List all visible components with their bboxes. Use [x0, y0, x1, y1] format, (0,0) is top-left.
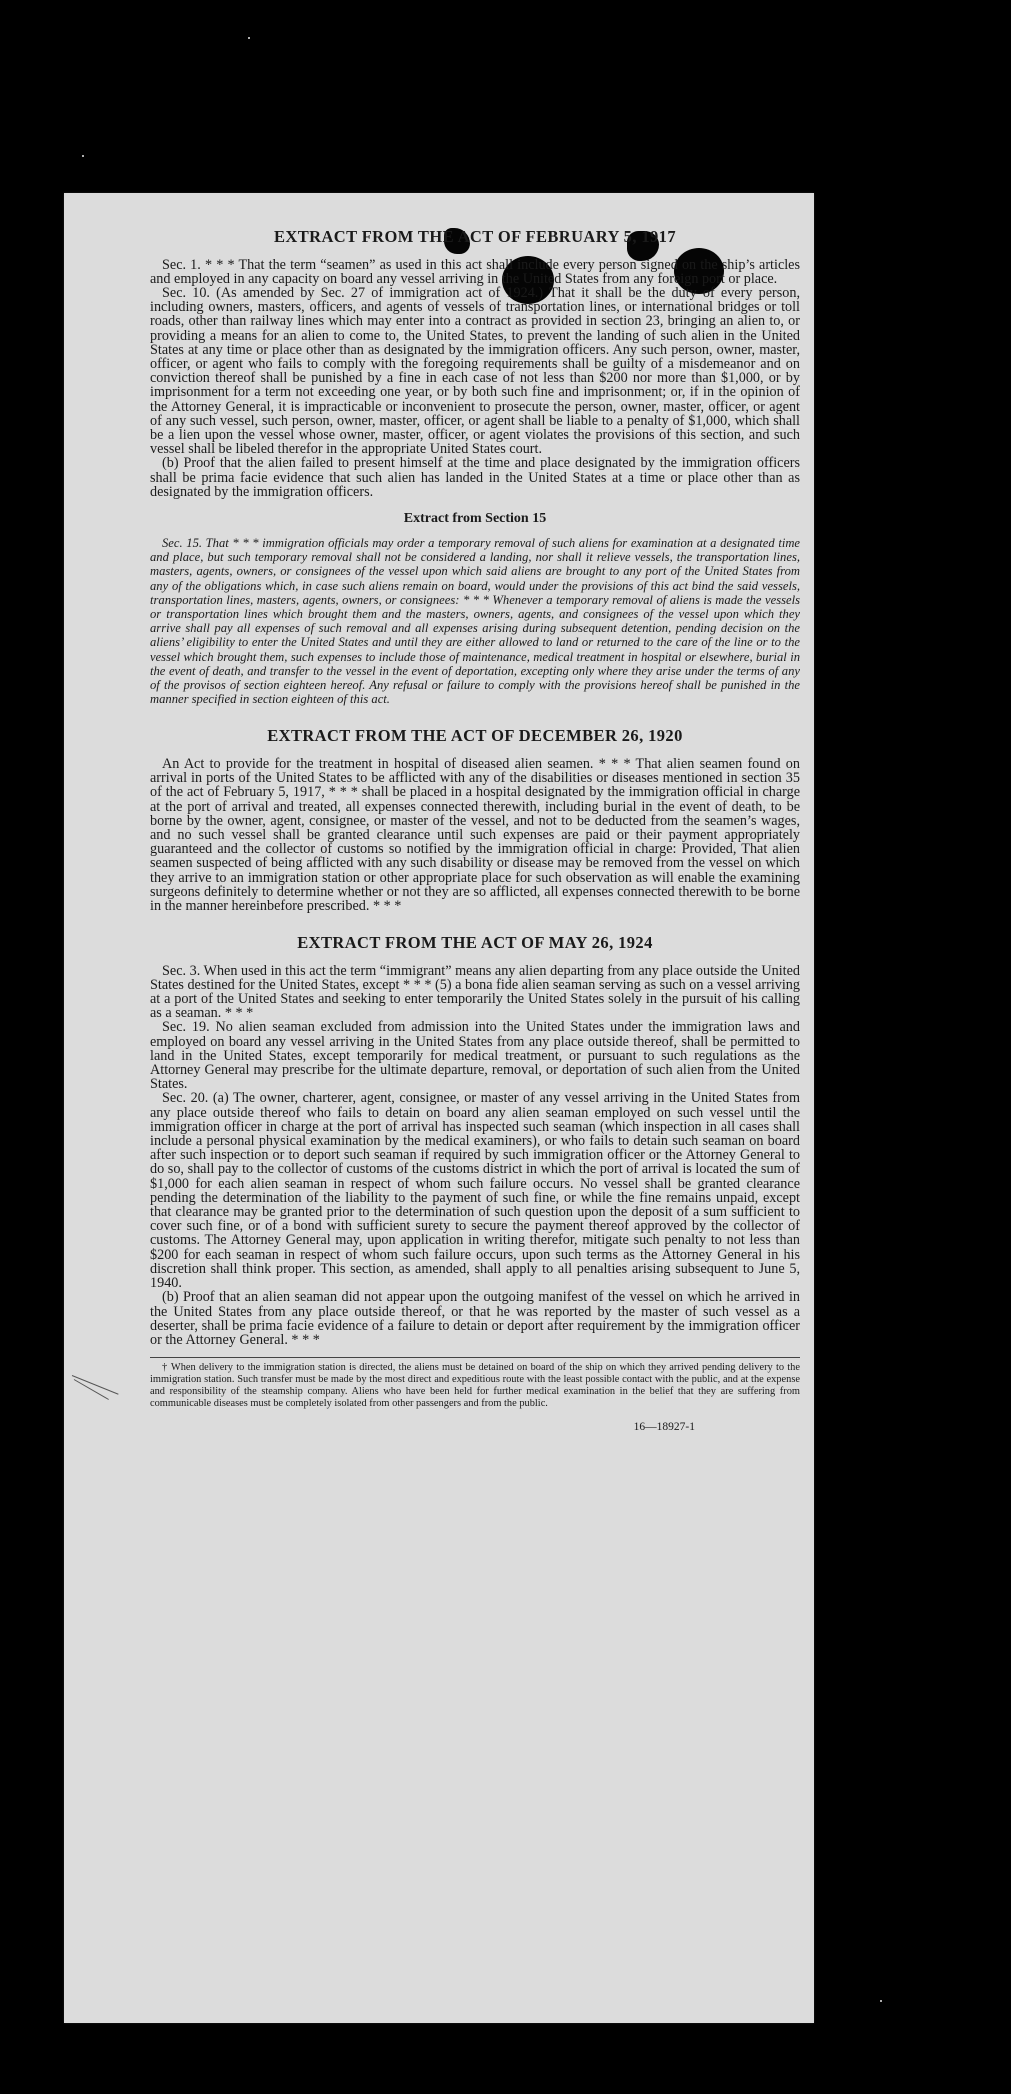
section-20-a-paragraph: Sec. 20. (a) The owner, charterer, agent, consignee, or master of any vessel arriving in the United States from any place outside thereof who fails to detain on board any alien seaman employed on such vessel until the immigration officer in charge at the port of arrival has inspected such seaman (which inspection in all cases shall include a personal physical examination by the medical examiners), or who fails to detain such seaman on board after such inspection or to deport such seaman if required by such immigration officer or the Attorney General to do so, shall pay to the collector of customs of the customs district in which the port of arrival is located the sum of $1,000 for each alien seaman in respect of whom such failure occurs. No vessel shall be granted clearance pending the determination of the liability to the payment of such fine, or while the fine remains unpaid, except that clearance may be granted prior to the determination of such question upon the deposit of a sum sufficient to cover such fine, or of a bond with sufficient surety to secure the payment thereof approved by the collector of customs. The Attorney General may, upon application in writing therefor, mitigate such penalty to not less than $200 for each seaman in respect of whom such failure occurs, upon such terms as the Attorney General in his discretion shall think proper. This section, as amended, shall apply to all penalties arising subsequent to June 5, 1940.: [150, 1090, 800, 1292]
section-3-paragraph: Sec. 3. When used in this act the term “immigrant” means any alien departing from any place outside the United States destined for the United States, except * * * (5) a bona fide alien seaman serving as such on a vessel arriving at a port of the United States and seeking to enter temporarily the United States solely in the pursuit of his calling as a seaman. * * *: [150, 962, 800, 1022]
speck: [82, 155, 84, 157]
section-19-paragraph: Sec. 19. No alien seaman excluded from admission into the United States under the immigration laws and employed on board any vessel arriving in the United States from any place outside thereof, shall be permitted to land in the United States, except temporarily for medical treatment, or pursuant to such regulations as the Attorney General may prescribe for the ultimate departure, removal, or deportation of such alien from the United States.: [150, 1019, 800, 1093]
section-title-act-1924: EXTRACT FROM THE ACT OF MAY 26, 1924: [297, 933, 653, 953]
section-1-paragraph: Sec. 1. * * * That the term “seamen” as used in this act shall include every person signed on the ship’s articles and employed in any capacity on board any vessel arriving in the United States from any foreign port or place.: [150, 256, 800, 287]
section-10-paragraph: Sec. 10. (As amended by Sec. 27 of immigration act of 1924.) That it shall be the duty of every person, including owners, masters, officers, and agents of vessels of transportation lines, or international bridges or toll roads, other than railway lines which may enter into a contract as provided in section 23, bringing an alien to, or providing a means for an alien to come to, the United States, to prevent the landing of such alien in the United States at any time or place other than as designated by the immigration officers. Any such person, owner, master, officer, or agent who fails to comply with the foregoing requirements shall be guilty of a misdemeanor and on conviction thereof shall be punished by a fine in each case of not less than $200 nor more than $1,000, or by imprisonment for a term not exceeding one year, or by both such fine and imprisonment; or, if in the opinion of the Attorney General, it is impracticable or inconvenient to prosecute the person, owner, master, officer, or agent of any such vessel, such person, owner, master, officer, or agent shall be liable to a penalty of $1,000, which shall be a lien upon the vessel whose owner, master, officer, or agent violates the provisions of this section, and such vessel shall be libeled therefor in the appropriate United States court.: [150, 284, 800, 458]
section-title-act-1920: EXTRACT FROM THE ACT OF DECEMBER 26, 1920: [267, 726, 683, 746]
form-number: 16—18927-1: [633, 1421, 695, 1434]
speck: [880, 2000, 882, 2002]
section-15-paragraph: Sec. 15. That * * * immigration officials may order a temporary removal of such aliens for examination at a designated time and place, but such temporary removal shall not be considered a landing, nor shall it relieve vessels, the transportation lines, masters, agents, owners, or consignees of the vessel upon which said aliens are brought to any port of the United States from any of the obligations which, in case such aliens remain on board, would under the provisions of this act bind the said vessels, transportation lines, masters, agents, owners, or consignees: * * * Whenever a temporary removal of aliens is made the vessels or transportation lines which brought them and the masters, owners, agents, and consignees of the vessel upon which they arrive shall pay all expenses of such removal and all expenses arising during subsequent detention, pending decision on the aliens’ eligibility to enter the United States and until they are either allowed to land or returned to the care of the line or to the vessel which brought them, such expenses to include those of maintenance, medical treatment in hospital or elsewhere, burial in the event of death, and transfer to the vessel in the event of deportation, excepting only where they arise under the terms of any of the provisos of section eighteen hereof. Any refusal or failure to comply with the provisions hereof shall be punished in the manner specified in section eighteen of this act.: [150, 535, 800, 707]
document-page: [64, 193, 814, 2023]
section-10-b-paragraph: (b) Proof that the alien failed to present himself at the time and place designated by the immigration officers shall be prima facie evidence that such alien has landed in the United States at a time or place other than as designated by the immigration officers.: [150, 455, 800, 500]
act-1920-paragraph: An Act to provide for the treatment in hospital of diseased alien seamen. * * * That alien seamen found on arrival in ports of the United States to be afflicted with any of the disabilities or diseases mentioned in section 35 of the act of February 5, 1917, * * * shall be placed in a hospital designated by the immigration official in charge at the port of arrival and treated, all expenses connected therewith, including burial in the event of death, to be borne by the owner, agent, consignee, or master of the vessel, and not to be deducted from the seamen’s wages, and no such vessel shall be granted clearance until such expenses are paid or their payment appropriately guaranteed and the collector of customs so notified by the immigration official in charge: Provided, That alien seamen suspected of being afflicted with any such disability or disease may be removed from the vessel on which they arrive to an immigration station or other appropriate place for such observation as will enable the examining surgeons definitely to determine whether or not they are so afflicted, all expenses connected therewith to be borne in the manner hereinbefore prescribed. * * *: [150, 755, 800, 914]
document-content: [150, 201, 800, 1433]
speck: [248, 37, 250, 39]
footnote: † When delivery to the immigration station is directed, the aliens must be detained on board of the ship on which they arrived pending delivery to the immigration station. Such transfer must be made by the most direct and expeditious route with the least possible contact with the public, and at the expense and responsibility of the steamship company. Aliens who have been held for further medical examination in the belief that they are suffering from communicable diseases must be completely isolated from other passengers and from the public.: [150, 1357, 800, 1409]
section-15-subtitle: Extract from Section 15: [403, 510, 547, 526]
section-20-b-paragraph: (b) Proof that an alien seaman did not appear upon the outgoing manifest of the vessel on which he arrived in the United States from any place outside thereof, or that he was reported by the master of such vessel as a deserter, shall be prima facie evidence of a failure to detain or deport after requirement by the immigration officer or the Attorney General. * * *: [150, 1289, 800, 1348]
section-title-act-1917: EXTRACT FROM THE ACT OF FEBRUARY 5, 1917: [274, 227, 676, 246]
